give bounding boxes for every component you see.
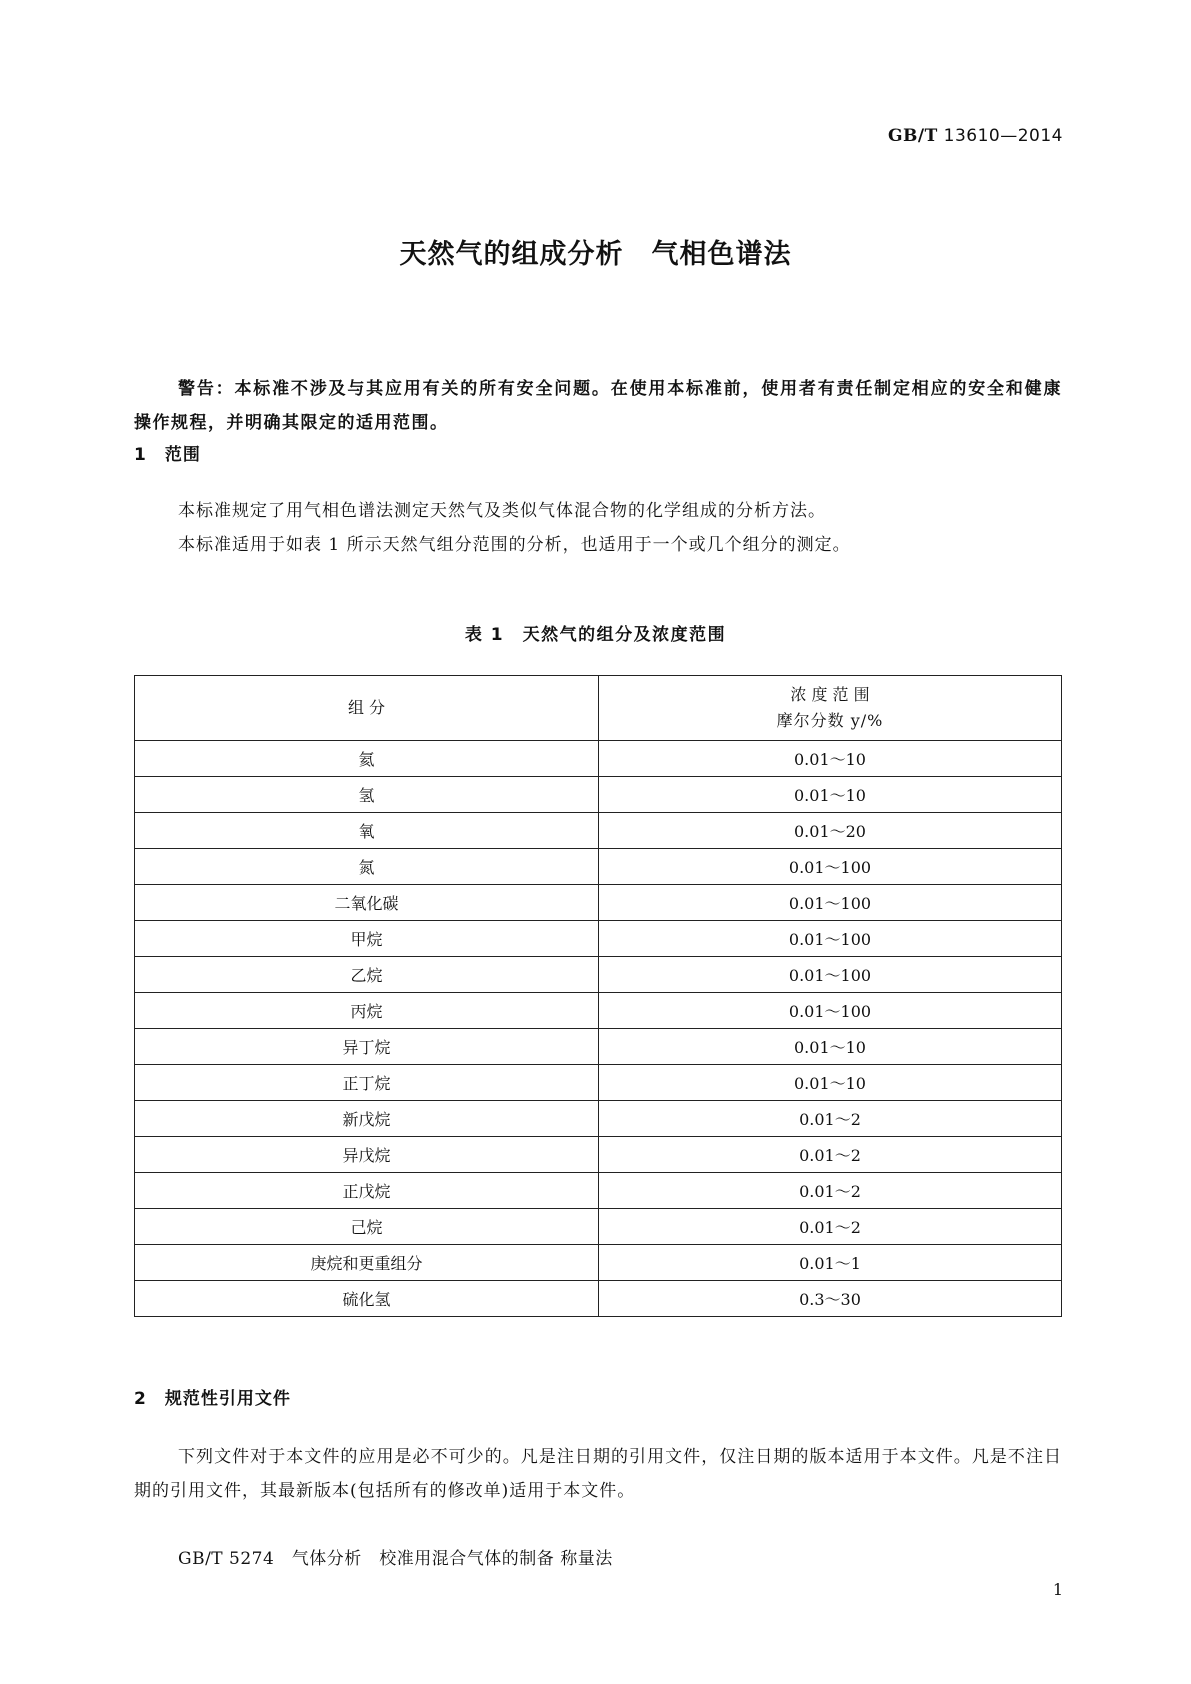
range-cell: 0.01～100 bbox=[599, 885, 1062, 921]
table-header-row bbox=[135, 676, 1062, 741]
table-row bbox=[135, 1065, 1062, 1101]
range-cell: 0.01～2 bbox=[599, 1137, 1062, 1173]
range-cell: 0.01～100 bbox=[599, 921, 1062, 957]
header-component: 组 分 bbox=[135, 676, 599, 741]
section-2-paragraph-1: 下列文件对于本文件的应用是必不可少的。凡是注日期的引用文件，仅注日期的版本适用于本文件。凡是不注日期的引用文件，其最新版本(包括所有的修改单)适用于本文件。 bbox=[134, 1447, 1062, 1501]
range-cell: 0.01～20 bbox=[599, 813, 1062, 849]
component-cell: 丙烷 bbox=[135, 993, 599, 1029]
table-row bbox=[135, 921, 1062, 957]
component-cell: 氦 bbox=[135, 741, 599, 777]
table-row bbox=[135, 993, 1062, 1029]
component-cell: 氮 bbox=[135, 849, 599, 885]
section-2-heading: 2 规范性引用文件 bbox=[134, 1389, 291, 1409]
section-1-paragraph-1: 本标准规定了用气相色谱法测定天然气及类似气体混合物的化学组成的分析方法。 bbox=[178, 501, 826, 521]
range-cell: 0.01～2 bbox=[599, 1209, 1062, 1245]
table-row bbox=[135, 885, 1062, 921]
table-row bbox=[135, 849, 1062, 885]
normative-reference-1: GB/T 5274 气体分析 校准用混合气体的制备 称量法 bbox=[178, 1549, 613, 1569]
header-unit: 摩尔分数 y/% bbox=[776, 711, 884, 730]
section-1-heading: 1 范围 bbox=[134, 445, 201, 465]
document-title: 天然气的组成分析 气相色谱法 bbox=[399, 239, 792, 270]
component-cell: 庚烷和更重组分 bbox=[135, 1245, 599, 1281]
component-cell: 乙烷 bbox=[135, 957, 599, 993]
table-row bbox=[135, 1101, 1062, 1137]
component-cell: 己烷 bbox=[135, 1209, 599, 1245]
warning-paragraph: 警告：本标准不涉及与其应用有关的所有安全问题。在使用本标准前，使用者有责任制定相应的安全和健康操作规程，并明确其限定的适用范围。 bbox=[134, 379, 1062, 433]
table-row bbox=[135, 777, 1062, 813]
range-cell: 0.01～100 bbox=[599, 957, 1062, 993]
section-1-paragraph-2: 本标准适用于如表 1 所示天然气组分范围的分析，也适用于一个或几个组分的测定。 bbox=[178, 535, 851, 555]
standard-number: 13610—2014 bbox=[937, 126, 1063, 146]
range-cell: 0.3～30 bbox=[599, 1281, 1062, 1317]
table-row bbox=[135, 1281, 1062, 1317]
table-row bbox=[135, 741, 1062, 777]
range-cell: 0.01～10 bbox=[599, 741, 1062, 777]
table-row bbox=[135, 1245, 1062, 1281]
component-cell: 异戊烷 bbox=[135, 1137, 599, 1173]
table-row bbox=[135, 1029, 1062, 1065]
component-cell: 硫化氢 bbox=[135, 1281, 599, 1317]
component-cell: 正丁烷 bbox=[135, 1065, 599, 1101]
component-cell: 甲烷 bbox=[135, 921, 599, 957]
component-cell: 氢 bbox=[135, 777, 599, 813]
component-cell: 二氧化碳 bbox=[135, 885, 599, 921]
range-cell: 0.01～10 bbox=[599, 777, 1062, 813]
standard-code bbox=[888, 126, 1063, 146]
range-cell: 0.01～2 bbox=[599, 1101, 1062, 1137]
range-cell: 0.01～1 bbox=[599, 1245, 1062, 1281]
range-cell: 0.01～2 bbox=[599, 1173, 1062, 1209]
range-cell: 0.01～10 bbox=[599, 1029, 1062, 1065]
table-row bbox=[135, 1137, 1062, 1173]
range-cell: 0.01～100 bbox=[599, 993, 1062, 1029]
component-cell: 氧 bbox=[135, 813, 599, 849]
table-row bbox=[135, 813, 1062, 849]
header-range-cell bbox=[599, 676, 1062, 741]
component-cell: 新戊烷 bbox=[135, 1101, 599, 1137]
page-number: 1 bbox=[1052, 1580, 1063, 1599]
range-cell: 0.01～10 bbox=[599, 1065, 1062, 1101]
table-row bbox=[135, 1209, 1062, 1245]
component-cell: 异丁烷 bbox=[135, 1029, 599, 1065]
table-row bbox=[135, 1173, 1062, 1209]
table-1-caption: 表 1 天然气的组分及浓度范围 bbox=[464, 625, 727, 645]
table-row bbox=[135, 957, 1062, 993]
range-cell: 0.01～100 bbox=[599, 849, 1062, 885]
header-range: 浓 度 范 围 bbox=[790, 685, 870, 704]
component-cell: 正戊烷 bbox=[135, 1173, 599, 1209]
composition-range-table bbox=[134, 675, 1062, 1317]
standard-prefix: GB/T bbox=[888, 126, 938, 146]
